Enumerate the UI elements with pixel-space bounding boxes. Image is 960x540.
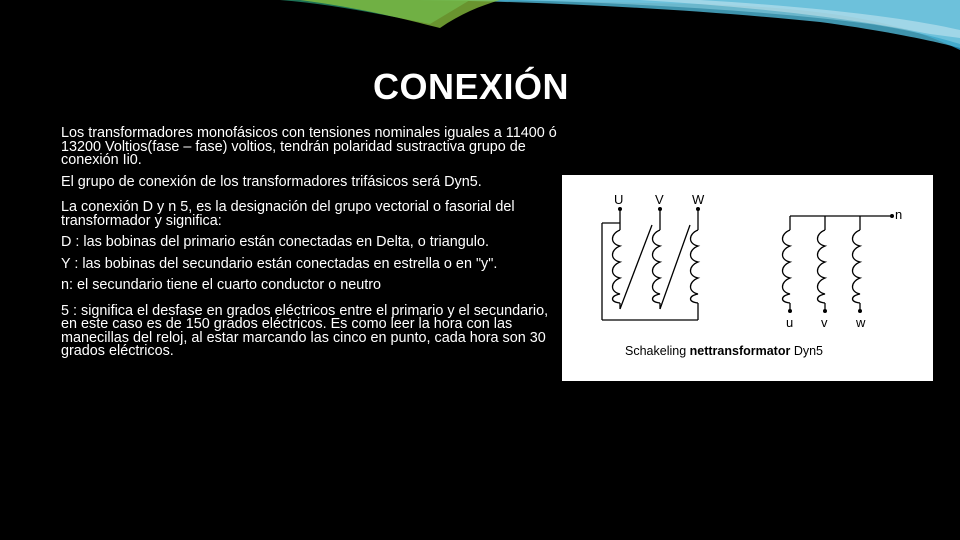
paragraph-monofasicos: Los transformadores monofásicos con tensiones nominales iguales a 11400 ó 13200 Voltios(fase – fase) voltios, tendrán polaridad sustractiva grupo de conexión Ii0. xyxy=(61,125,557,168)
terminal-n xyxy=(890,214,894,218)
label-W: W xyxy=(692,192,705,207)
primary-coil-1 xyxy=(613,230,621,303)
label-n: n xyxy=(895,207,903,222)
paragraph-desfase: 5 : significa el desfase en grados eléctricos entre el primario y el secundario, en este caso es de 150 grados eléctricos. Es como leer la hora con las manecillas del reloj, al estar marcando las cinco en punto, cada hora son 30 grados eléctricos. xyxy=(61,302,549,359)
secondary-coil-1 xyxy=(783,230,791,303)
label-V: V xyxy=(655,192,664,207)
secondary-coil-2 xyxy=(818,230,826,303)
label-U: U xyxy=(614,192,624,207)
terminal-u xyxy=(788,309,792,313)
paragraph-delta: D : las bobinas del primario están conectadas en Delta, o triangulo. xyxy=(61,234,489,250)
paragraph-grupo-conexion: El grupo de conexión de los transformadores trifásicos será Dyn5. xyxy=(61,173,482,190)
terminal-W xyxy=(696,207,700,211)
dyn5-schematic xyxy=(562,175,933,381)
page-title: CONEXIÓN xyxy=(373,66,570,107)
terminal-v xyxy=(823,309,827,313)
label-u: u xyxy=(786,315,794,330)
paragraph-neutro: n: el secundario tiene el cuarto conductor o neutro xyxy=(61,277,381,293)
label-w: w xyxy=(856,315,866,330)
diagram-caption: Schakeling nettransformator Dyn5 xyxy=(625,344,823,358)
primary-coil-3 xyxy=(691,230,699,303)
primary-coil-2 xyxy=(653,230,661,303)
dyn5-connection-diagram xyxy=(562,175,933,381)
terminal-U xyxy=(618,207,622,211)
decorative-wave-banner xyxy=(0,0,960,60)
terminal-V xyxy=(658,207,662,211)
secondary-coil-3 xyxy=(853,230,861,303)
paragraph-estrella: Y : las bobinas del secundario están conectadas en estrella o en "y". xyxy=(61,255,498,272)
paragraph-designacion: La conexión D y n 5, es la designación del grupo vectorial o fasorial del transformador y significa: xyxy=(61,199,515,229)
label-v: v xyxy=(821,315,828,330)
body-text xyxy=(61,127,561,367)
terminal-w xyxy=(858,309,862,313)
